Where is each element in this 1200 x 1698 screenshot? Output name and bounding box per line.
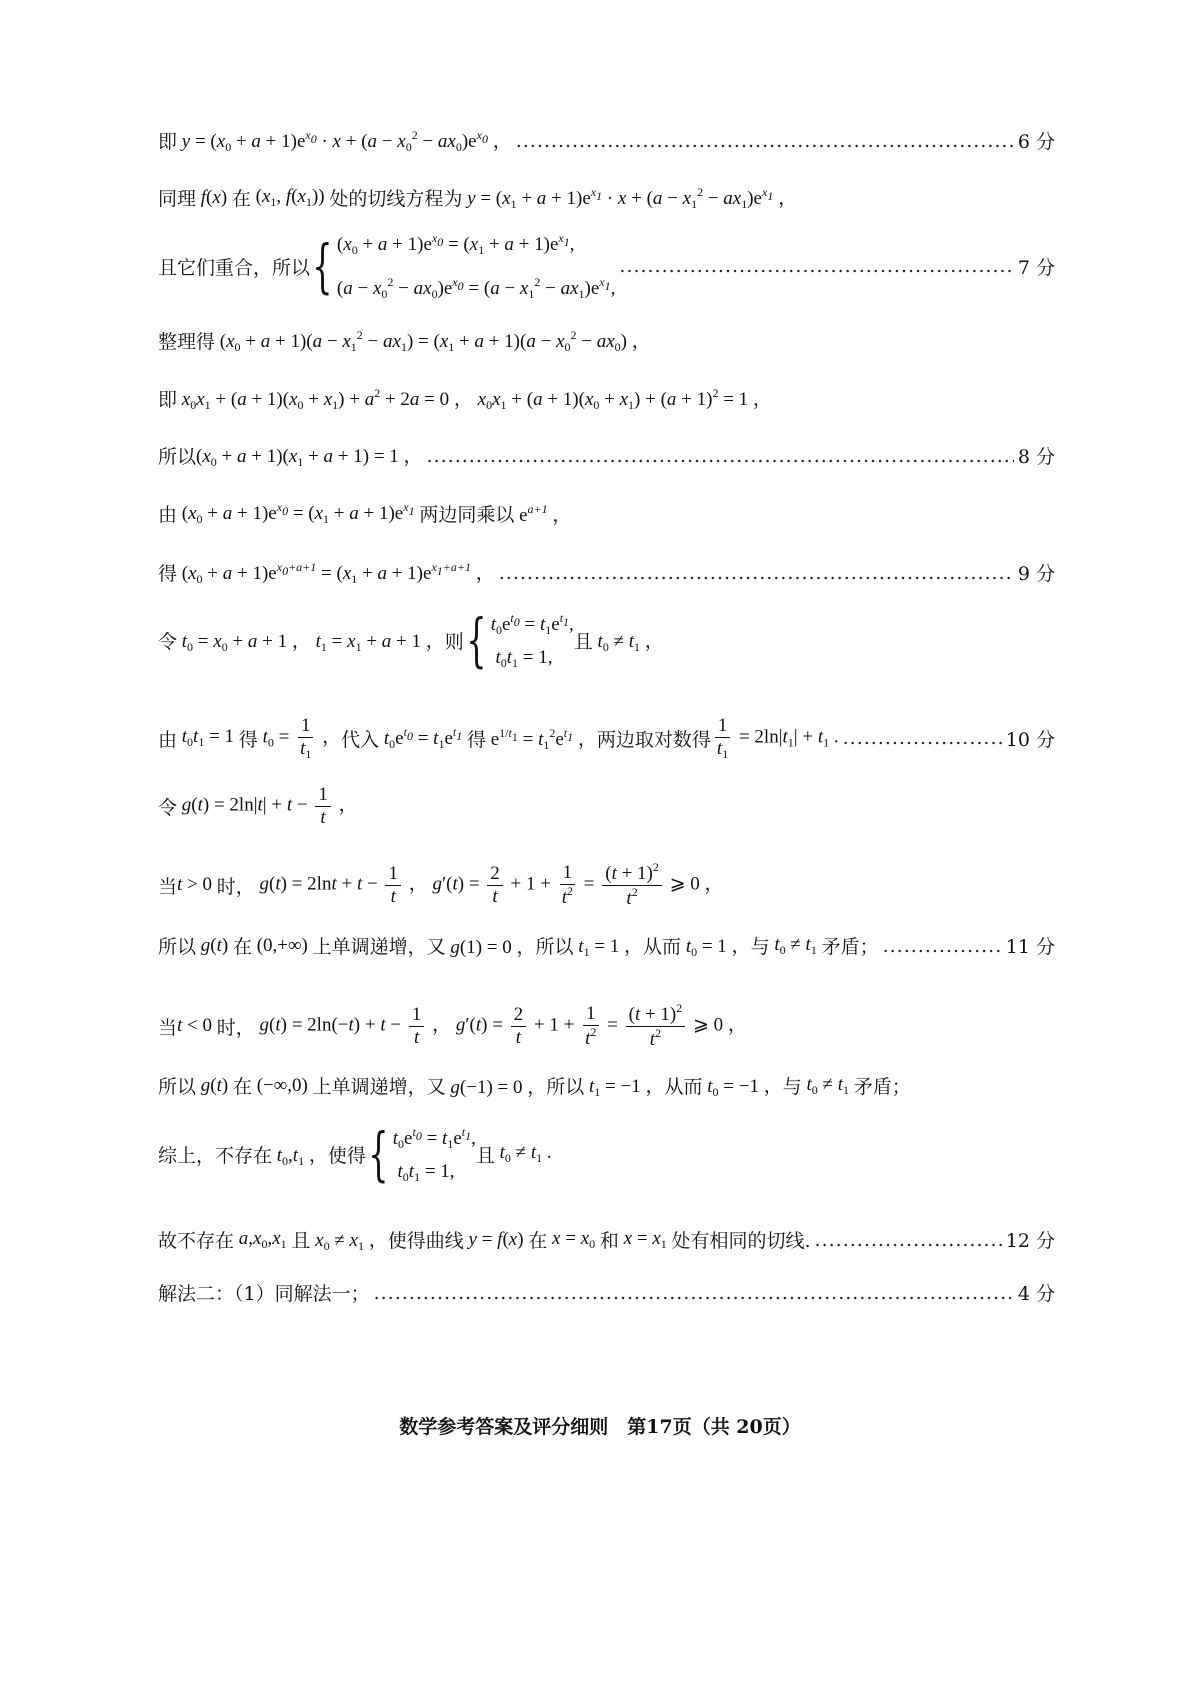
answer-line: 且它们重合，所以 { $(x_0 + a + 1)e^{x_0} = (x_1 + a + 1)e^{x_1}$, $(a - x_0^2 - ax_0)e^{x_0} = (a - x_1^2 - ax_1)e^{x_1}$, ..... 7 分 — [158, 232, 1055, 300]
answer-line: 解法二：（1）同解法一； ..... 4 分 — [158, 1279, 1055, 1306]
score-points: 11 分 — [1005, 936, 1055, 958]
answer-line: 即 $x_0x_1 + (a + 1)(x_0 + x_1) + a^2 + 2a = 0$ ， $x_0x_1 + (a + 1)(x_0 + x_1) + (a + 1)^2 = 1$ ， — [158, 386, 772, 412]
answer-line: 整理得 $(x_0 + a + 1)(a - x_1^2 - ax_1) = (x_1 + a + 1)(a - x_0^2 - ax_0)$ ， — [158, 328, 651, 354]
answer-line: 即 $y = (x_0 + a + 1)e^{x_0} \cdot x + (a - x_0^2 - ax_0)e^{x_0}$ ， ..... 6 分 — [158, 126, 1055, 155]
score-points: 7 分 — [1017, 256, 1055, 279]
answer-line: 由 $(x_0 + a + 1)e^{x_0} = (x_1 + a + 1)e^{x_1}$ 两边同乘以 $e^{a+1}$ ， — [158, 500, 572, 526]
answer-line: 当 t < 0 时， g(t) = 2ln(−t) + t − $\frac{1}{t}$ ， g′(t) = $\frac{2}{t}$ + 1 + $\frac{1}{t^2}$ = $\frac{(t + 1)^2}{t^2}$ ⩾ 0 ， — [158, 1000, 747, 1050]
dot-leader — [815, 1229, 1002, 1251]
math-formula: $(x_0 + a + 1)(a - x_1^2 - ax_1) = (x_1 + a + 1)(a - x_0^2 - ax_0)$ ， — [215, 328, 651, 354]
answer-line: 由 $t_0t_1 = 1$ 得 $t_0$ = $\frac{1}{t_1}$ ， 代入 $t_0e^{t_0} = t_1e^{t_1}$ 得 $e^{1/t_1} = t_1^2e^{t_1}$ ， 两边取对数得 $\frac{1}{t_1}$ = $2\ln|t_1| + t_1$ . ..... 10 分 — [158, 708, 1055, 768]
math-formula: g(t) — [200, 1074, 233, 1096]
dot-leader — [516, 130, 1014, 152]
math-formula: f(x) — [200, 186, 232, 208]
math-formula: t > 0 — [177, 874, 217, 895]
math-formula: $(x_0 + a + 1)e^{x_0} = (x_1 + a + 1)e^{x_1}$ — [177, 500, 415, 526]
dot-leader — [843, 727, 1002, 749]
answer-line: 综上，不存在 $t_0,t_1$ ， 使得 { $t_0e^{t_0} = t_1e^{t_1}$, $t_0t_1 = 1$, 且 $t_0 \ne t_1$ . — [158, 1124, 1055, 1184]
math-formula: $x_0x_1 + (a + 1)(x_0 + x_1) + a^2 + 2a = 0$ ， $x_0x_1 + (a + 1)(x_0 + x_1) + (a + 1)^2 = 1$ ， — [181, 386, 772, 412]
math-formula: $(x_0 + a + 1)(x_1 + a + 1) = 1$ ， — [196, 446, 423, 469]
math-formula: $a,x_0,x_1$ — [238, 1227, 287, 1251]
dot-leader — [374, 1282, 1014, 1304]
equation-system: { $(x_0 + a + 1)e^{x_0} = (x_1 + a + 1)e^{x_1}$, $(a - x_0^2 - ax_0)e^{x_0} = (a - x_1^2 - ax_1)e^{x_1}$, — [312, 231, 616, 301]
math-formula: $(x_0 + a + 1)e^{x_0+a+1} = (x_1 + a + 1)e^{x_1+a+1}$ ， — [177, 560, 495, 586]
score-points: 12 分 — [1005, 1230, 1055, 1252]
answer-line: 令 g(t) = 2ln|t| + t − $\frac{1}{t}$ ， — [158, 783, 358, 828]
math-formula: $t_0t_1 = 1$ — [181, 726, 239, 749]
math-formula: $t_0 = x_0 + a + 1$ ， $t_1 = x_1 + a + 1$ ， — [181, 630, 445, 654]
math-formula: t < 0 — [177, 1015, 217, 1036]
dot-leader — [883, 935, 1002, 957]
dot-leader — [499, 562, 1014, 584]
dot-leader — [619, 255, 1014, 277]
answer-line: 所以 g(t) 在 (0,+∞) 上单调递增，又 g(1) = 0 ， 所以 $t_1 = 1$ ， 从而 $t_0 = 1$ ， 与 $t_0 \ne t_1$ 矛盾； ..... 11 分 — [158, 931, 1055, 960]
score-points: 4 分 — [1017, 1283, 1055, 1305]
score-points: 8 分 — [1017, 446, 1055, 468]
answer-line: 得 $(x_0 + a + 1)e^{x_0+a+1} = (x_1 + a + 1)e^{x_1+a+1}$ ， ..... 9 分 — [158, 558, 1055, 587]
math-formula: $y = (x_0 + a + 1)e^{x_0} \cdot x + (a - x_0^2 - ax_0)e^{x_0}$ ， — [181, 128, 512, 154]
page-footer: 数学参考答案及评分细则 第17页（共 20页） — [399, 1416, 801, 1438]
score-points: 10 分 — [1005, 728, 1055, 751]
answer-line: 令 $t_0 = x_0 + a + 1$ ， $t_1 = x_1 + a + 1$ ， 则 { $t_0e^{t_0} = t_1e^{t_1}$, $t_0t_1 = 1$, 且 $t_0 \ne t_1$ ， — [158, 610, 1055, 670]
score-points: 6 分 — [1017, 131, 1055, 153]
answer-line: 所以 g(t) 在 (−∞,0) 上单调递增，又 g(−1) = 0 ， 所以 $t_1 = -1$ ， 从而 $t_0 = -1$ ， 与 $t_0 \ne t_1$ 矛盾； — [158, 1073, 911, 1099]
math-formula: $t_0,t_1$ ， — [276, 1144, 328, 1168]
answer-line: 所以 $(x_0 + a + 1)(x_1 + a + 1) = 1$ ， ..... 8 分 — [158, 441, 1055, 470]
equation-system: { $t_0e^{t_0} = t_1e^{t_1}$, $t_0t_1 = 1$, — [368, 1120, 476, 1188]
math-formula: g(t) = 2ln|t| + t − $\frac{1}{t}$ ， — [181, 783, 358, 828]
answer-line: 同理 f(x) 在 ($x_1$, $f(x_1)$) 处的切线方程为 $y = (x_1 + a + 1)e^{x_1} \cdot x + (a - x_1^2 - ax_1)e^{x_1}$ ， — [158, 185, 798, 211]
answer-line: 当 t > 0 时， g(t) = 2lnt + t − $\frac{1}{t}$ ， g′(t) = $\frac{2}{t}$ + 1 + $\frac{1}{t^2}$ = $\frac{(t + 1)^2}{t^2}$ ⩾ 0 ， — [158, 859, 724, 909]
math-formula: g(t) — [200, 934, 233, 956]
answer-line: 故不存在 $a,x_0,x_1$ 且 $x_0 \ne x_1$ ， 使得曲线 y = f(x) 在 $x = x_0$ 和 $x = x_1$ 处有相同的切线. ..... 12 分 — [158, 1225, 1055, 1254]
equation-system: { $t_0e^{t_0} = t_1e^{t_1}$, $t_0t_1 = 1$, — [466, 606, 574, 674]
score-points: 9 分 — [1017, 563, 1055, 585]
dot-leader — [427, 445, 1014, 467]
